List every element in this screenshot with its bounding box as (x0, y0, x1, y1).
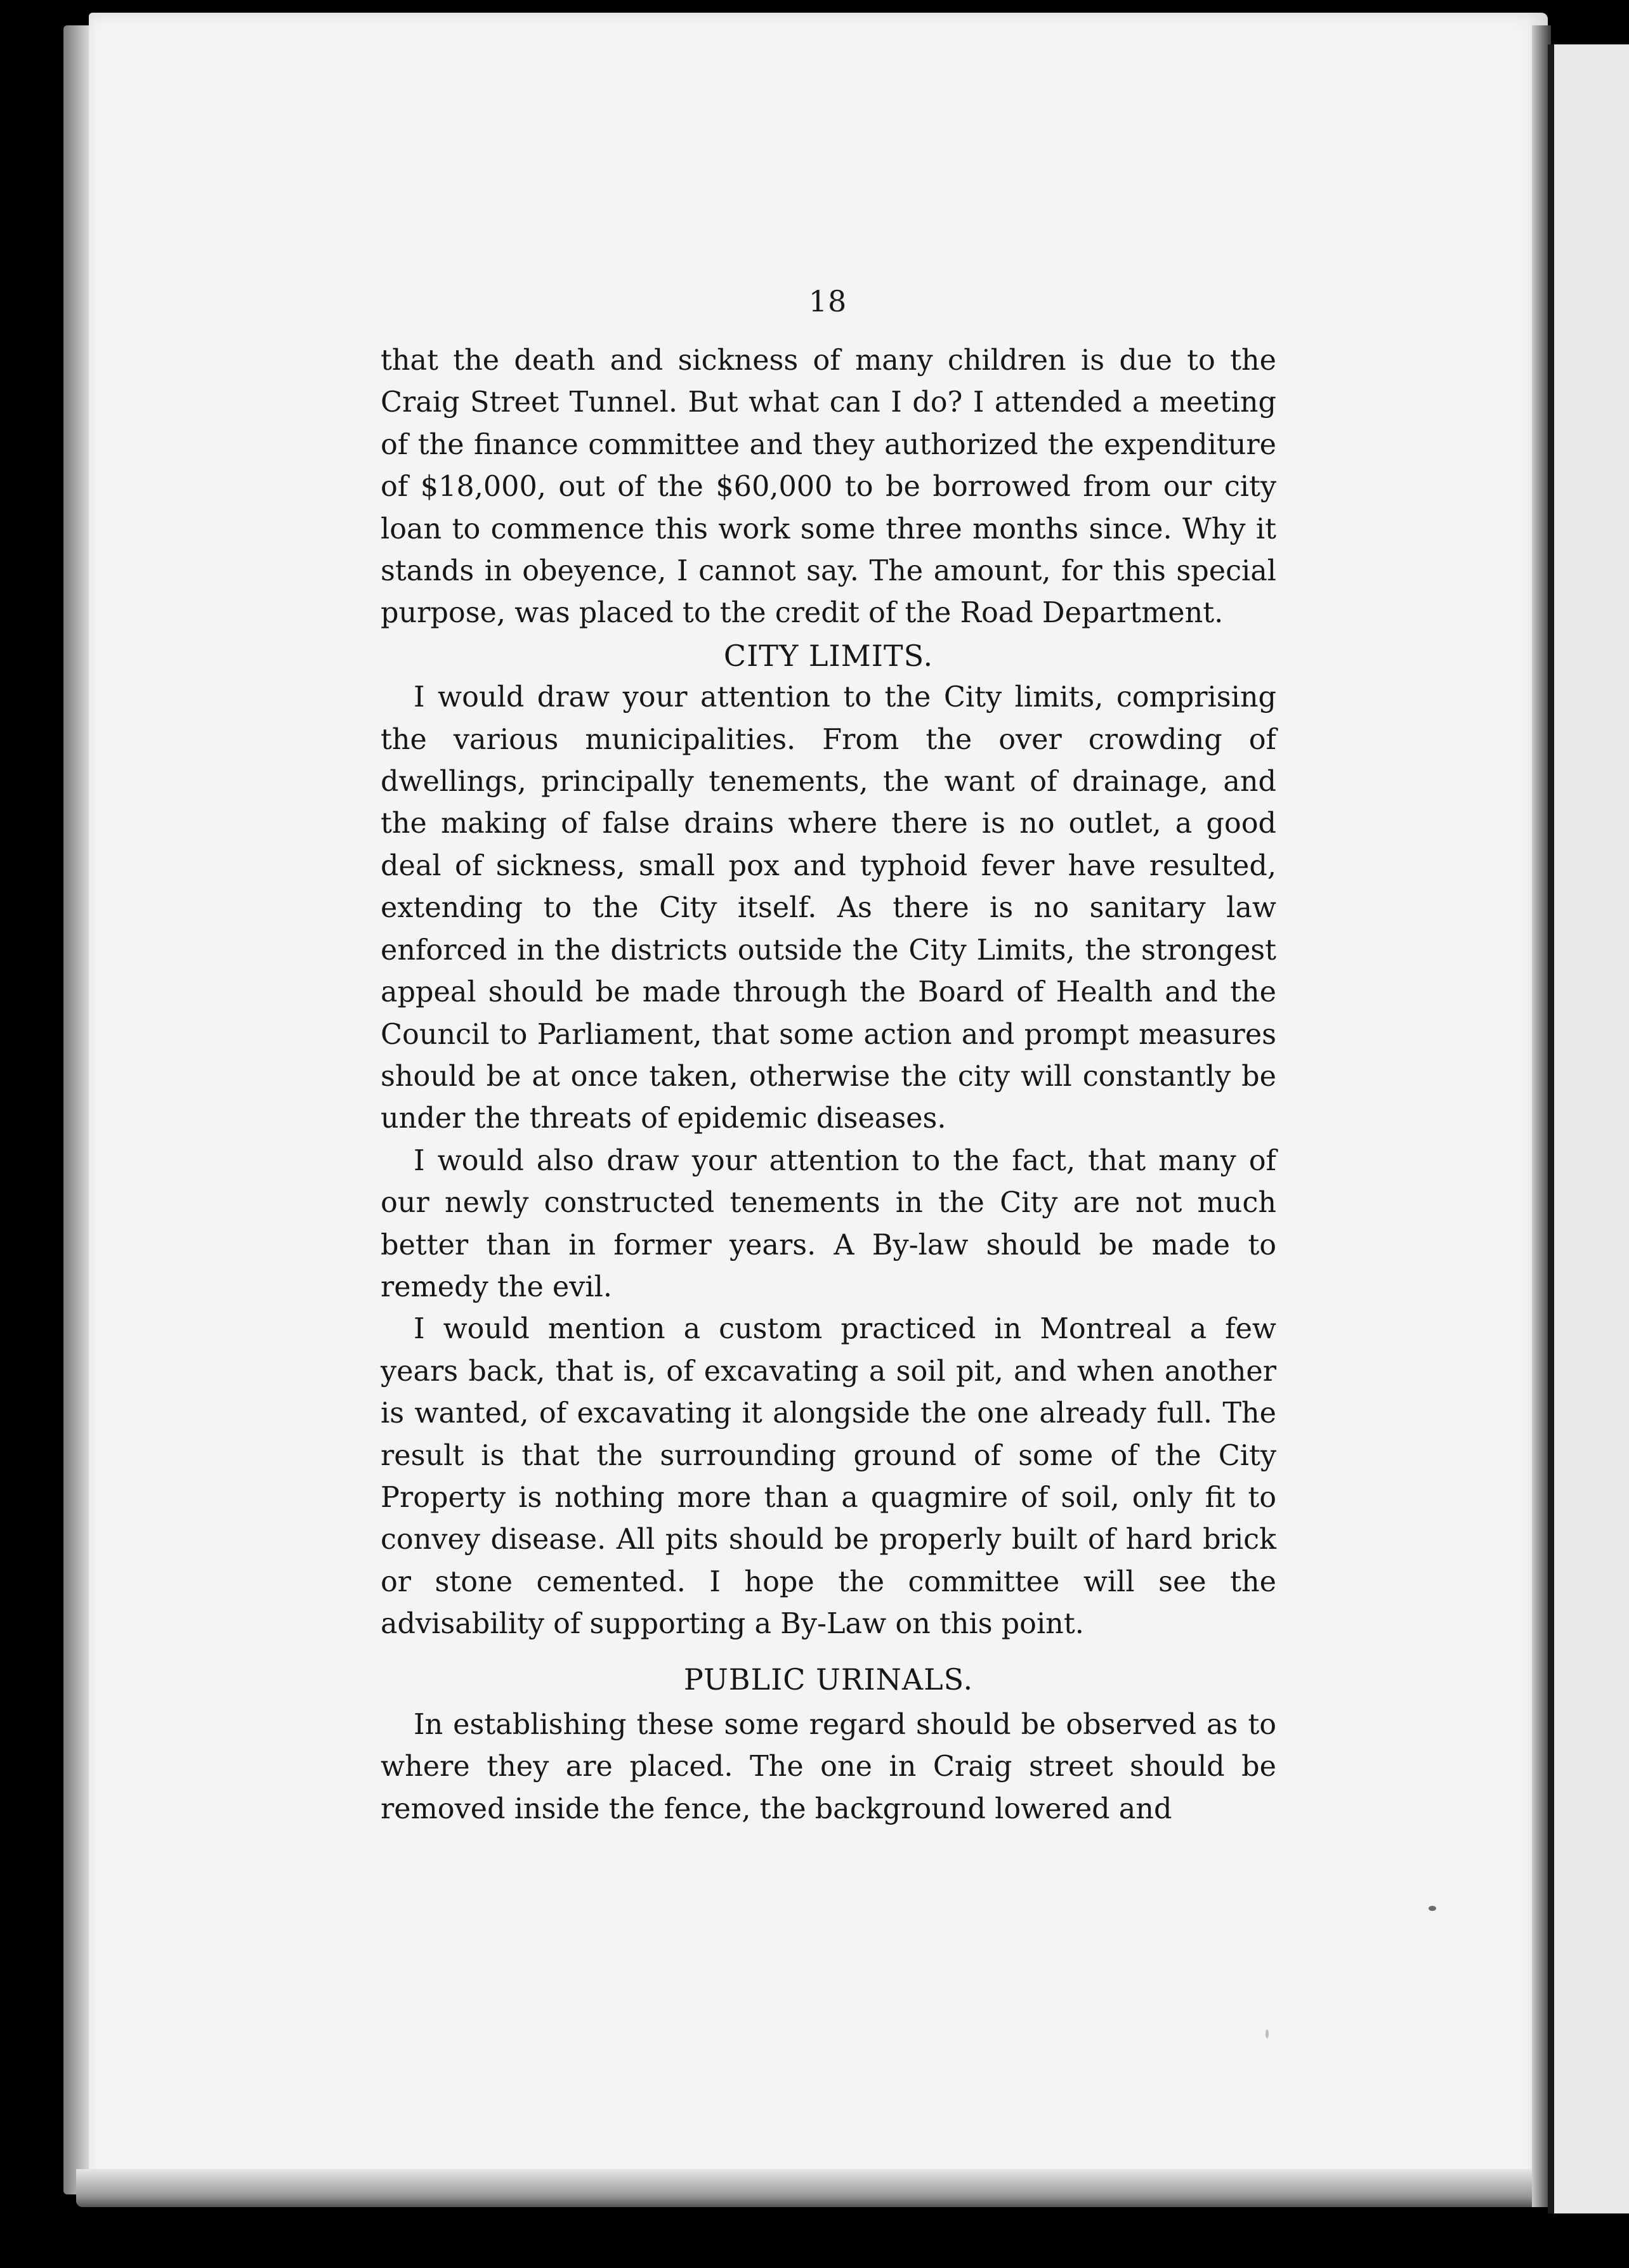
intro-paragraph: that the death and sickness of many children is due to the Craig Street Tunnel. But what can I do? I attended a meeting of the finance committee and they authorized the expenditure of $18,000, out of the $60,000 to be borrowed from our city loan to commence this work some three months since. Why it stands in obeyence, I cannot say. The amount, for this special purpose, was placed to the credit of the Road Department. (381, 344, 1276, 630)
public-urinals-paragraph: In establishing these some regard should be observed as to where they are placed. The one in Craig street should be removed inside the fence, the background lowered and (381, 1709, 1276, 1825)
scan-speck (1266, 2030, 1269, 2038)
adjacent-page-strip (1548, 44, 1629, 2213)
city-limits-paragraph-1: I would draw your attention to the City limits, comprising the various municipalities. From the over crowding of dwellings, principally tenements, the want of drainage, and the making of false drains where there is no outlet, a good deal of sickness, small pox and typhoid fever have resulted, extending to the City itself. As there is no sanitary law enforced in the districts outside the City Limits, the strongest appeal should be made through the Board of Health and the Council to Parliament, that some action and prompt measures should be at once taken, otherwise the city will constantly be under the threats of epidemic diseases. (381, 681, 1276, 1135)
city-limits-paragraph-2: I would also draw your attention to the fact, that many of our newly constructed tenements in the City are not much better than in former years. A By-law should be made to remedy the evil. (381, 1144, 1276, 1303)
page-number: 18 (808, 284, 847, 318)
public-urinals-heading: PUBLIC URINALS. (683, 1662, 974, 1697)
city-limits-paragraph-3: I would mention a custom practiced in Montreal a few years back, that is, of excavating a soil pit, and when another is wanted, of excavating it alongside the one already full. The result is that the surrounding ground of some of the City Property is nothing more than a quagmire of soil, only fit to convey disease. All pits should be properly built of hard brick or stone cemented. I hope the committee will see the advisability of supporting a By-Law on this point. (381, 1313, 1276, 1641)
city-limits-heading: CITY LIMITS. (723, 638, 934, 673)
scan-speck (1429, 1906, 1436, 1911)
page-body (381, 340, 1276, 1830)
page-stack-edge-bottom (76, 2169, 1548, 2207)
